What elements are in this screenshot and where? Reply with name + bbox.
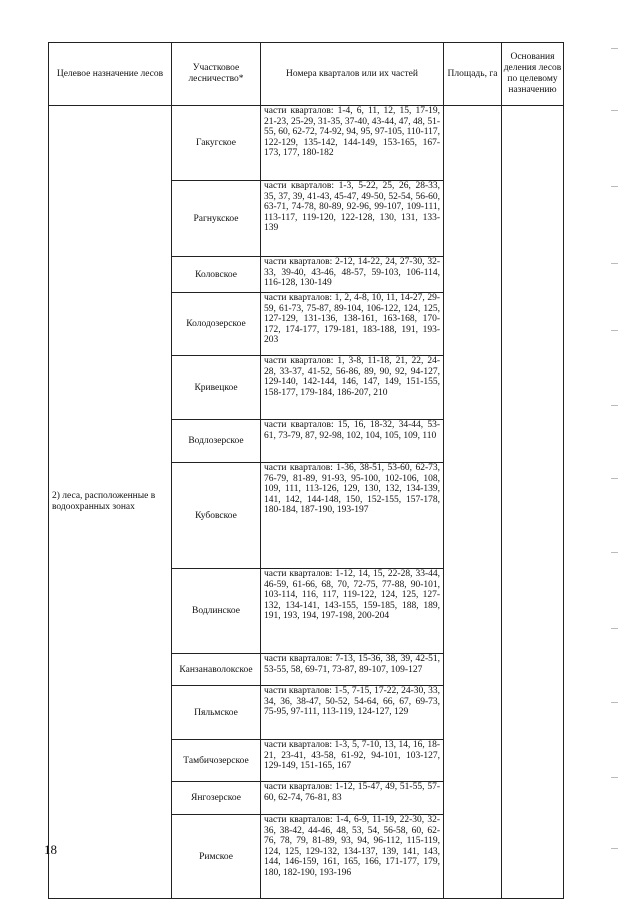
quarters-list-cell: части кварталов: 15, 16, 18-32, 34-44, 53-61, 73-79, 87, 92-98, 102, 104, 105, 109, 110 [261,420,444,463]
forestry-name-cell: Колодозерское [172,293,261,356]
header-basis: Основания деления лесов по целевому назначению [502,43,564,106]
scan-mark [611,702,618,703]
scan-mark [611,263,618,264]
forest-purpose-table [48,42,564,899]
scan-mark [611,478,618,479]
scan-mark [611,405,618,406]
forestry-name-cell: Римское [172,815,261,899]
forestry-name-cell: Янгозерское [172,782,261,815]
forestry-name-cell: Коловское [172,257,261,293]
scan-mark [611,48,618,49]
scan-mark [611,186,618,187]
quarters-list-cell: части кварталов: 1-36, 38-51, 53-60, 62-73, 76-79, 81-89, 91-93, 95-100, 102-106, 108, 109, 111, 113-126, 129, 130, 132, 134-139, 141, 142, 144-148, 150, 152-155, 157-178, 180-184, 187-190, 193-197 [261,463,444,569]
table-row [49,106,564,181]
scan-mark [611,330,618,331]
scan-mark [611,848,618,849]
quarters-list-cell: части кварталов: 1-5, 7-15, 17-22, 24-30, 33, 34, 36, 38-47, 50-52, 54-64, 66, 67, 69-73, 75-95, 97-111, 113-119, 124-127, 129 [261,686,444,740]
scan-mark [611,552,618,553]
header-area: Площадь, га [444,43,502,106]
header-purpose: Целевое назначение лесов [49,43,172,106]
quarters-list-cell: части кварталов: 1-12, 15-47, 49, 51-55, 57-60, 62-74, 76-81, 83 [261,782,444,815]
quarters-list-cell: части кварталов: 2-12, 14-22, 24, 27-30, 32-33, 39-40, 43-46, 48-57, 59-103, 106-114, 116-128, 130-149 [261,257,444,293]
forestry-name-cell: Кубовское [172,463,261,569]
forestry-name-cell: Тамбичозерское [172,740,261,782]
table-body [49,106,564,899]
quarters-list-cell: части кварталов: 7-13, 15-36, 38, 39, 42-51, 53-55, 58, 69-71, 73-87, 89-107, 109-127 [261,654,444,686]
scan-mark [611,777,618,778]
forestry-name-cell: Водлозерское [172,420,261,463]
quarters-list-cell: части кварталов: 1-12, 14, 15, 22-28, 33-44, 46-59, 61-66, 68, 70, 72-75, 77-88, 90-101, 103-114, 116, 117, 119-122, 124, 125, 127-132, 134-141, 143-155, 159-185, 188, 189, 191, 193, 194, 197-198, 200-204 [261,569,444,654]
forestry-name-cell: Рагнукское [172,181,261,257]
forestry-name-cell: Водлинское [172,569,261,654]
scan-mark [611,628,618,629]
table-header-row [49,43,564,106]
page-number: 18 [44,842,57,857]
quarters-list-cell: части кварталов: 1, 2, 4-8, 10, 11, 14-27, 29-59, 61-73, 75-87, 89-104, 106-122, 124, 125, 127-129, 131-136, 138-161, 163-168, 170-172, 174-177, 179-181, 183-188, 191, 193-203 [261,293,444,356]
quarters-list-cell: части кварталов: 1, 3-8, 11-18, 21, 22, 24-28, 33-37, 41-52, 56-86, 89, 90, 92, 94-127, 129-140, 142-144, 146, 147, 149, 151-155, 158-177, 179-184, 186-207, 210 [261,356,444,420]
forestry-name-cell: Кривецкое [172,356,261,420]
quarters-list-cell: части кварталов: 1-3, 5-22, 25, 26, 28-33, 35, 37, 39, 41-43, 45-47, 49-50, 52-54, 56-60, 63-71, 74-78, 80-89, 92-96, 99-107, 109-111, 113-117, 119-120, 122-128, 130, 131, 133-139 [261,181,444,257]
forestry-name-cell: Гакугское [172,106,261,181]
header-quarters: Номера кварталов или их частей [261,43,444,106]
purpose-label-cell: 2) леса, расположенные в водоохранных зонах [49,106,172,899]
quarters-list-cell: части кварталов: 1-3, 5, 7-10, 13, 14, 16, 18-21, 23-41, 43-58, 61-92, 94-101, 103-127, 129-149, 151-165, 167 [261,740,444,782]
scan-mark [611,110,618,111]
forestry-name-cell: Канзанаволокское [172,654,261,686]
basis-cell [502,106,564,899]
header-forestry: Участковое лесничество* [172,43,261,106]
area-cell [444,106,502,899]
forestry-name-cell: Пяльмское [172,686,261,740]
quarters-list-cell: части кварталов: 1-4, 6, 11, 12, 15, 17-19, 21-23, 25-29, 31-35, 37-40, 43-44, 47, 48, 51-55, 60, 62-72, 74-92, 94, 95, 97-105, 110-117, 122-129, 135-142, 144-149, 153-165, 167-173, 177, 180-182 [261,106,444,181]
quarters-list-cell: части кварталов: 1-4, 6-9, 11-19, 22-30, 32-36, 38-42, 44-46, 48, 53, 54, 56-58, 60, 62-76, 78, 79, 81-89, 93, 94, 96-112, 115-119, 124, 125, 129-132, 134-137, 139, 141, 143, 144, 146-159, 161, 165, 166, 171-177, 179, 180, 182-190, 193-196 [261,815,444,899]
